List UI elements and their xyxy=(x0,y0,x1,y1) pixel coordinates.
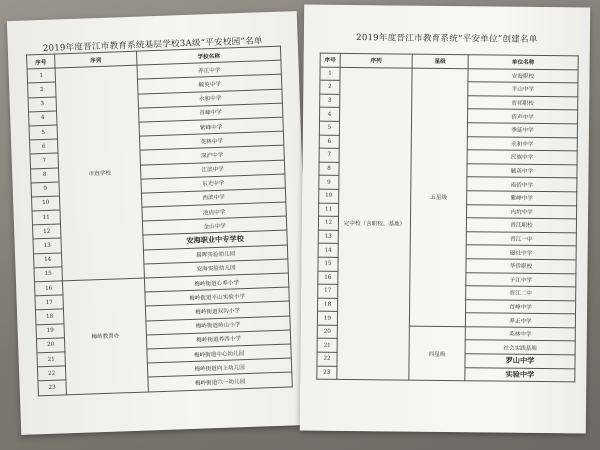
row-number: 17 xyxy=(318,284,338,298)
header-unit-name: 单位名称 xyxy=(468,55,578,70)
unit-name: 永和中学 xyxy=(467,136,577,151)
school-name: 首峰中学 xyxy=(138,103,282,122)
school-name: 永和中学 xyxy=(138,89,282,108)
row-number: 16 xyxy=(318,271,338,285)
unit-name: 晋江一中 xyxy=(466,231,576,246)
unit-name: 磁灶中学 xyxy=(466,245,576,260)
row-number: 7 xyxy=(30,153,58,168)
row-number: 16 xyxy=(34,281,62,296)
row-number: 20 xyxy=(36,338,64,353)
header-series: 序列 xyxy=(340,53,412,67)
unit-name: 晋江二中 xyxy=(466,286,576,301)
school-name: 江滨中学 xyxy=(140,160,284,179)
row-number: 18 xyxy=(318,298,338,312)
unit-name: 晋江职校 xyxy=(466,218,576,233)
row-number: 7 xyxy=(319,148,339,162)
unit-name: 晋邦职校 xyxy=(468,96,578,111)
row-number: 14 xyxy=(33,253,61,268)
row-number: 23 xyxy=(38,380,66,395)
row-number: 22 xyxy=(37,366,65,381)
row-number: 20 xyxy=(317,325,337,339)
row-number: 6 xyxy=(319,135,339,149)
unit-name: 侨声中学 xyxy=(468,109,578,124)
unit-name: 紫峰中学 xyxy=(467,191,577,206)
row-number: 17 xyxy=(35,295,63,310)
row-number: 12 xyxy=(32,224,60,239)
header-school-name: 学校名称 xyxy=(136,46,280,65)
row-number: 10 xyxy=(319,189,339,203)
school-name: 安海实验幼儿园 xyxy=(144,259,288,278)
unit-name: 养正中学 xyxy=(465,313,575,328)
row-number: 13 xyxy=(33,238,61,253)
row-number: 2 xyxy=(28,82,56,97)
unit-name: 安海职校 xyxy=(468,68,578,83)
school-name: 晨晖实验幼儿园 xyxy=(143,245,287,264)
school-name: 养正中学 xyxy=(137,60,281,79)
unit-name: 子江中学 xyxy=(466,272,576,287)
row-number: 9 xyxy=(319,176,339,190)
unit-name: 民族中学 xyxy=(467,150,577,165)
row-number: 19 xyxy=(36,323,64,338)
right-document-sheet xyxy=(300,5,590,434)
school-name: 西滨中学 xyxy=(141,188,285,207)
unit-name: 季延中学 xyxy=(467,123,577,138)
row-number: 11 xyxy=(32,210,60,225)
school-name: 梅岭街道六一幼儿园 xyxy=(148,372,292,391)
left-document-title: 2019年度晋江市教育系统基层学校3A级“平安校园”名单 xyxy=(42,36,263,54)
unit-name: 毓英中学 xyxy=(467,163,577,178)
unit-name: 罗山中学 xyxy=(465,354,575,369)
row-number: 14 xyxy=(318,243,338,257)
row-number: 19 xyxy=(317,311,337,325)
right-unit-table xyxy=(316,53,578,383)
row-number: 8 xyxy=(319,162,339,176)
header-star-level: 星级 xyxy=(412,54,468,68)
right-document-title: 2019年度晋江市教育系统“平安单位”创建名单 xyxy=(356,33,538,45)
row-number: 13 xyxy=(318,230,338,244)
series-group-cell: 市直学校 xyxy=(55,65,144,281)
school-name: 梅岭街道双沟小学 xyxy=(145,301,289,320)
unit-name: 首峰中学 xyxy=(466,299,576,314)
row-number: 11 xyxy=(319,203,339,217)
row-number: 15 xyxy=(318,257,338,271)
header-series: 序列 xyxy=(55,51,137,68)
school-name: 梅岭街道向上幼儿园 xyxy=(147,358,291,377)
star-level-cell: 四星级 xyxy=(409,326,466,381)
table-row xyxy=(320,67,578,83)
school-name: 英林中学 xyxy=(139,131,283,150)
row-number: 15 xyxy=(34,267,62,282)
row-number: 4 xyxy=(320,108,340,122)
unit-name: 内坑中学 xyxy=(467,204,577,219)
row-number: 12 xyxy=(318,216,338,230)
unit-name: 南侨中学 xyxy=(467,177,577,192)
school-name: 梅岭街道岭山小学 xyxy=(146,316,290,335)
left-document-sheet xyxy=(7,11,311,435)
school-name: 毓英中学 xyxy=(137,75,281,94)
row-number: 10 xyxy=(32,196,60,211)
school-name: 梅岭街道中心幼儿园 xyxy=(147,344,291,363)
school-name: 梅岭街道心养小学 xyxy=(144,273,288,292)
row-number: 21 xyxy=(37,352,65,367)
row-number: 3 xyxy=(28,97,56,112)
school-name: 池店中学 xyxy=(142,202,286,221)
header-no: 序号 xyxy=(27,54,55,69)
row-number: 5 xyxy=(319,121,339,135)
unit-name: 英林中学 xyxy=(465,327,575,342)
row-number: 1 xyxy=(320,67,340,81)
header-no: 序号 xyxy=(320,53,340,67)
school-name: 梅岭街道养西小学 xyxy=(146,330,290,349)
row-number: 9 xyxy=(31,182,59,197)
row-number: 18 xyxy=(35,309,63,324)
series-group-cell: 梅岭教育办 xyxy=(62,278,148,394)
unit-name: 华侨职校 xyxy=(466,259,576,274)
school-name: 紫峰中学 xyxy=(139,117,283,136)
series-group-cell: 完中校（含职校、基地） xyxy=(337,67,412,380)
school-name: 东光中学 xyxy=(141,174,285,193)
row-number: 23 xyxy=(317,366,337,380)
row-number: 8 xyxy=(31,167,59,182)
school-name: 安海职业中专学校 xyxy=(143,230,287,249)
unit-name: 社会实践基地 xyxy=(465,340,575,355)
row-number: 5 xyxy=(29,125,57,140)
row-number: 6 xyxy=(30,139,58,154)
row-number: 3 xyxy=(320,94,340,108)
row-number: 21 xyxy=(317,339,337,353)
unit-name: 平山中学 xyxy=(468,82,578,97)
unit-name: 实验中学 xyxy=(465,367,575,382)
row-number: 2 xyxy=(320,80,340,94)
row-number: 1 xyxy=(27,68,55,83)
left-school-table xyxy=(26,46,293,396)
row-number: 22 xyxy=(317,352,337,366)
star-level-cell: 五星级 xyxy=(409,68,468,327)
school-name: 金山中学 xyxy=(142,216,286,235)
school-name: 梅岭街道平山实验小学 xyxy=(145,287,289,306)
school-name: 深沪中学 xyxy=(140,145,284,164)
row-number: 4 xyxy=(29,111,57,126)
